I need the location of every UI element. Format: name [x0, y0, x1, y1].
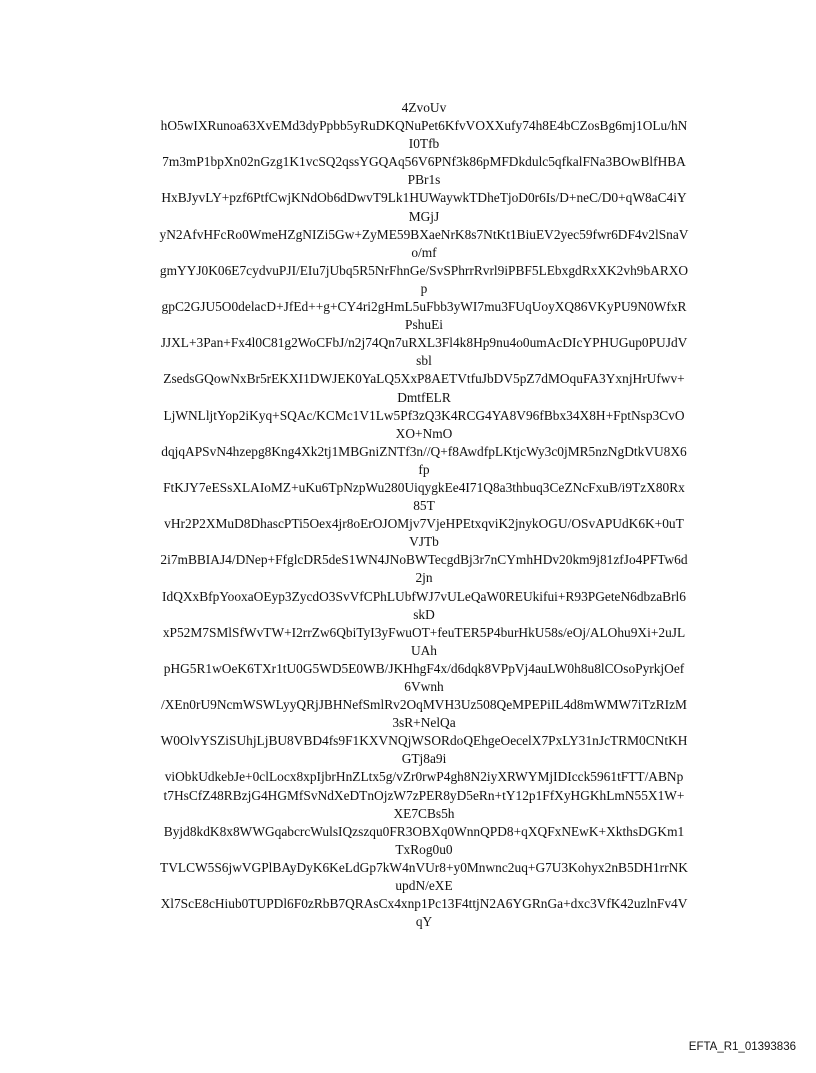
text-line: 4ZvoUv [401, 100, 447, 115]
text-line: xP52M7SMlSfWvTW+I2rrZw6QbiTyI3yFwuOT+feuTER5P4burHkU58s/eOj/ALOhu9Xi+2uJL [162, 624, 686, 640]
text-line: LjWNLljtYop2iKyq+SQAc/KCMc1V1Lw5Pf3zQ3K4RCG4YA8V96fBbx34X8H+FptNsp3CvO [163, 407, 685, 423]
text-line: vHr2P2XMuD8DhascPTi5Oex4jr8oErOJOMjv7VjeHPEtxqviK2jnykOGU/OSvAPUdK6K+0uT [164, 516, 684, 532]
text-line: PshuEi [405, 317, 443, 333]
text-line: TxRog0u0 [395, 841, 453, 857]
text-line: hO5wIXRunoa63XvEMd3dyPpbb5yRuDKQNuPet6KfvVOXXufy74h8E4bCZosBg6mj1OLu/hN [160, 118, 688, 134]
text-line: IdQXxBfpYooxaOEyp3ZycdO3SvVfCPhLUbfWJ7vULeQaW0REUkifui+R93PGeteN6dbzaBrl6 [162, 588, 686, 604]
text-line: HxBJyvLY+pzf6PtfCwjKNdOb6dDwvT9Lk1HUWaywkTDheTjoD0r6Is/D+neC/D0+qW8aC4iY [161, 190, 687, 206]
text-line: p [420, 280, 428, 296]
encoded-text-block [100, 99, 748, 931]
text-line: PBr1s [407, 172, 441, 188]
text-line: ZsedsGQowNxBr5rEKXI1DWJEK0YaLQ5XxP8AETVtfuJbDV5pZ7dMOquFA3YxnjHrUfwv+ [163, 371, 685, 387]
text-line: W0OlvYSZiSUhjLjBU8VBD4fs9F1KXVNQjWSORdoQEhgeOecelX7PxLY31nJcTRM0CNtKH [160, 733, 688, 749]
text-line: o/mf [411, 244, 437, 260]
text-line: sbl [416, 353, 432, 369]
text-line: TVLCW5S6jwVGPlBAyDyK6KeLdGp7kW4nVUr8+y0Mnwnc2uq+G7U3Kohyx2nB5DH1rrNK [160, 859, 688, 875]
text-line: VJTb [409, 534, 439, 550]
text-line: JJXL+3Pan+Fx4l0C81g2WoCFbJ/n2j74Qn7uRXL3Fl4k8Hp9nu4o0umAcDIcYPHUGup0PUJdV [160, 335, 688, 351]
text-line: Xl7ScE8cHiub0TUPDl6F0zRbB7QRAsCx4xnp1Pc13F4ttjN2A6YGRnGa+dxc3VfK42uzlnFv4V [160, 896, 688, 912]
text-line: fp [418, 461, 430, 477]
text-line: Byjd8kdK8x8WWGqabcrcWulsIQzszqu0FR3OBXq0WnnQPD8+qXQFxNEwK+XkthsDGKm1 [163, 823, 685, 839]
text-line: UAh [410, 642, 438, 658]
text-line: 2i7mBBIAJ4/DNep+FfglcDR5deS1WN4JNoBWTecgdBj3r7nCYmhHDv20km9j81zfJo4PFTw6d [160, 552, 688, 568]
text-line: gmYYJ0K06E7cydvuPJI/EIu7jUbq5R5NrFhnGe/SvSPhrrRvrl9iPBF5LEbxgdRxXK2vh9bARXO [159, 262, 689, 278]
text-line: yN2AfvHFcRo0WmeHZgNIZi5Gw+ZyME59BXaeNrK8s7NtKt1BiuEV2yec59fwr6DF4v2lSnaV [159, 226, 689, 242]
text-line: skD [413, 606, 435, 622]
text-line: dqjqAPSvN4hzepg8Kng4Xk2tj1MBGniZNTf3n//Q+f8AwdfpLKtjcWy3c0jMR5nzNgDtkVU8X6 [161, 443, 687, 459]
text-line: gpC2GJU5O0delacD+JfEd++g+CY4ri2gHmL5uFbb3yWI7mu3FUqUoyXQ86VKyPU9N0WfxR [161, 299, 687, 315]
text-line: 2jn [415, 570, 433, 586]
text-line: 7m3mP1bpXn02nGzg1K1vcSQ2qssYGQAq56V6PNf3k86pMFDkdulc5qfkalFNa3BOwBlfHBA [162, 154, 686, 170]
document-id-footer: EFTA_R1_01393836 [688, 1041, 796, 1053]
text-line: viObkUdkebJe+0clLocx8xpIjbrHnZLtx5g/vZr0rwP4gh8N2iyXRWYMjIDIcck5961tFTT/ABNp [164, 769, 684, 785]
text-line: 3sR+NelQa [392, 715, 456, 731]
text-line: updN/eXE [395, 878, 453, 894]
text-line: t7HsCfZ48RBzjG4HGMfSvNdXeDTnOjzW7zPER8yD5eRn+tY12p1FfXyHGKhLmN55X1W+ [163, 787, 685, 803]
text-line: FtKJY7eESsXLAIoMZ+uKu6TpNzpWu280UiqygkEe4I71Q8a3thbuq3CeZNcFxuB/i9TzX80Rx [163, 479, 685, 495]
text-line: XO+NmO [395, 425, 453, 441]
text-line: pHG5R1wOeK6TXr1tU0G5WD5E0WB/JKHhgF4x/d6dqk8VPpVj4auLW0h8u8lCOsoPyrkjOef [163, 660, 685, 676]
text-line: I0Tfb [408, 136, 440, 152]
text-line: qY [415, 914, 433, 930]
text-line: 6Vwnh [404, 679, 444, 694]
text-line: GTj8a9i [401, 751, 447, 767]
text-line: /XEn0rU9NcmWSWLyyQRjJBHNefSmlRv2OqMVH3Uz508QeMPEPiIL4d8mWMW7iTzRIzM [161, 697, 687, 713]
text-line: XE7CBs5h [393, 805, 455, 821]
text-line: DmtfELR [397, 389, 451, 405]
text-line: MGjJ [408, 208, 440, 224]
text-line: 85T [413, 498, 435, 514]
